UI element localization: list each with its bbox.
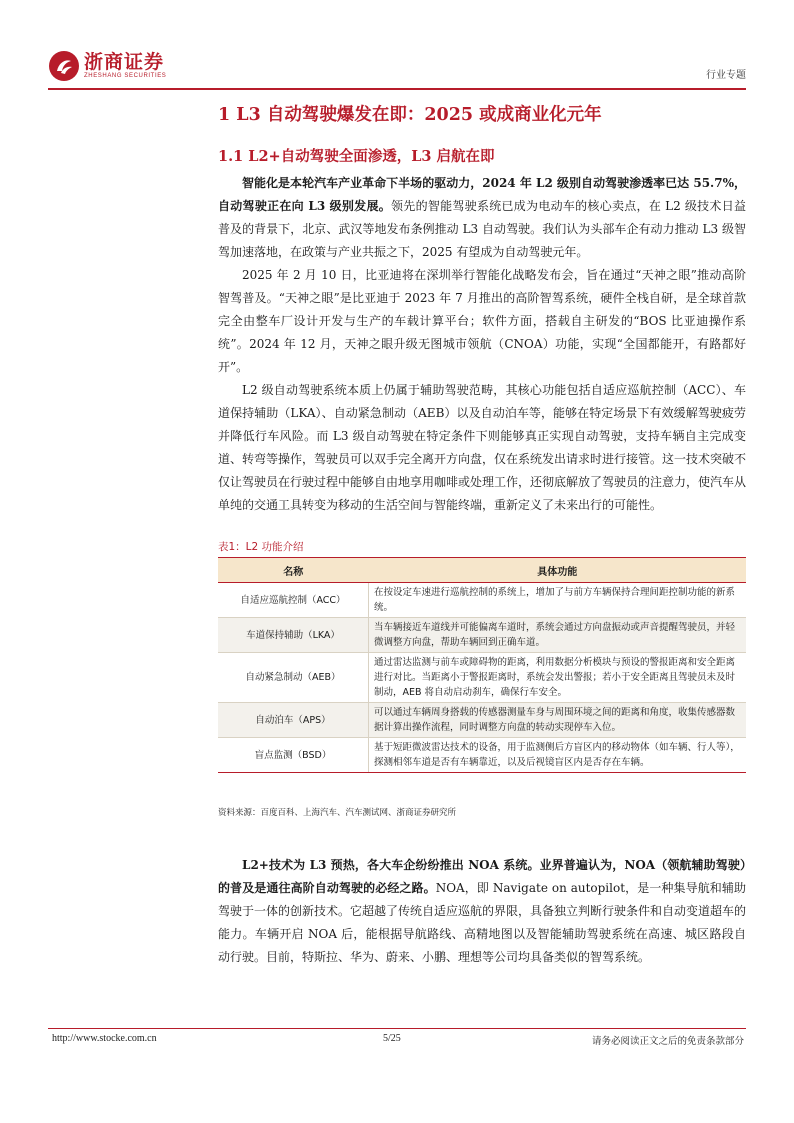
table-row — [218, 653, 746, 703]
document-type: 行业专题 — [706, 70, 746, 81]
paragraph-4 — [218, 854, 746, 969]
table-row — [218, 618, 746, 653]
table-header-name: 名称 — [218, 558, 369, 583]
footer-divider — [48, 1028, 746, 1029]
table-cell-name: 自动泊车（APS） — [218, 703, 369, 738]
brand-logo — [48, 50, 166, 82]
table-cell-name: 自适应巡航控制（ACC） — [218, 583, 369, 618]
table-cell-function: 可以通过车辆周身搭载的传感器测量车身与周围环境之间的距离和角度，收集传感器数据计算出操作流程，同时调整方向盘的转动实现停车入位。 — [369, 703, 747, 738]
table-cell-function: 基于短距微波雷达技术的设备，用于监测侧后方盲区内的移动物体（如车辆、行人等），探测相邻车道是否有车辆靠近，以及后视镜盲区内是否存在车辆。 — [369, 738, 747, 773]
page-number: 5/25 — [383, 1033, 401, 1044]
subsection-heading: 1.1 L2+自动驾驶全面渗透，L3 启航在即 — [218, 148, 495, 165]
paragraph-1 — [218, 172, 746, 264]
paragraph-1-lead: 智能化是本轮汽车产业革命下半场的驱动力，2024 年 L2 级别自动驾驶渗透率已达 55.7%，自动驾驶正在向 L3 级别发展。 — [218, 176, 746, 213]
footer-disclaimer: 请务必阅读正文之后的免责条款部分 — [591, 1036, 744, 1047]
table-row — [218, 738, 746, 773]
table-header-function: 具体功能 — [369, 558, 747, 583]
paragraph-1-body: 领先的智能驾驶系统已成为电动车的核心卖点，在 L2 级技术日益普及的背景下，北京、武汉等地发布条例推动 L3 自动驾驶。我们认为头部车企有动力推动 L3 级智驾加速落地，在政策与产业共振之下，2025 有望成为自动驾驶元年。 — [218, 199, 746, 259]
footer-website-link[interactable]: http://www.stocke.com.cn — [52, 1033, 157, 1044]
table-cell-function: 通过雷达监测与前车或障碍物的距离，利用数据分析模块与预设的警报距离和安全距离进行对比。当距离小于警报距离时，系统会发出警报；若小于安全距离且驾驶员未及时制动，AEB 将自动启动刹车，确保行车安全。 — [369, 653, 747, 703]
paragraph-4-body: NOA，即 Navigate on autopilot，是一种集导航和辅助驾驶于一体的创新技术。它超越了传统自适应巡航的界限，具备独立判断行驶条件和自动变道超车的能力。车辆开启 NOA 后，能根据导航路线、高精地图以及智能辅助驾驶系统在高速、城区路段自动行驶。目前，特斯拉、华为、蔚来、小鹏、理想等公司均具备类似的智驾系统。 — [218, 881, 747, 964]
table-source: 资料来源：百度百科、上海汽车、汽车测试网、浙商证券研究所 — [218, 808, 457, 818]
paragraph-2: 2025 年 2 月 10 日，比亚迪将在深圳举行智能化战略发布会，旨在通过“天神之眼”推动高阶智驾普及。“天神之眼”是比亚迪于 2023 年 7 月推出的高阶智驾系统，硬件全栈自研，是全球首款完全由整车厂设计开发与生产的车载计算平台；软件方面，搭载自主研发的“BOS 比亚迪操作系统”。2024 年 12 月，天神之眼升级无图城市领航（CNOA）功能，实现“全国都能开，有路都好开”。 — [218, 268, 746, 374]
page-header — [48, 50, 746, 90]
l2-function-table — [218, 558, 746, 773]
table-row — [218, 703, 746, 738]
table-cell-name: 自动紧急制动（AEB） — [218, 653, 369, 703]
table-cell-name: 盲点监测（BSD） — [218, 738, 369, 773]
brand-name-en: ZHESHANG SECURITIES — [84, 73, 167, 79]
header-divider — [48, 88, 746, 90]
table-cell-name: 车道保持辅助（LKA） — [218, 618, 369, 653]
table-cell-function: 当车辆接近车道线并可能偏离车道时，系统会通过方向盘振动或声音提醒驾驶员，并轻微调整方向盘，帮助车辆回到正确车道。 — [369, 618, 747, 653]
section-heading: 1 L3 自动驾驶爆发在即：2025 或成商业化元年 — [218, 105, 602, 125]
table-title: 表1：L2 功能介绍 — [218, 541, 304, 553]
paragraph-3: L2 级自动驾驶系统本质上仍属于辅助驾驶范畴，其核心功能包括自适应巡航控制（ACC）、车道保持辅助（LKA）、自动紧急制动（AEB）以及自动泊车等，能够在特定场景下有效缓解驾驶疲劳并降低行车风险。而 L3 级自动驾驶在特定条件下则能够真正实现自动驾驶，支持车辆自主完成变道、转弯等操作，驾驶员可以双手完全离开方向盘，仅在系统发出请求时进行接管。这一技术突破不仅让驾驶员在行驶过程中能够自由地享用咖啡或处理工作，还彻底解放了驾驶员的注意力，使汽车从单纯的交通工具转变为移动的生活空间与智能终端，重新定义了未来出行的可能性。 — [218, 383, 747, 512]
table-row — [218, 583, 746, 618]
table-cell-function: 在按设定车速进行巡航控制的系统上，增加了与前方车辆保持合理间距控制功能的新系统。 — [369, 583, 747, 618]
paragraph-4-lead: L2+技术为 L3 预热，各大车企纷纷推出 NOA 系统。业界普遍认为，NOA（领航辅助驾驶）的普及是通往高阶自动驾驶的必经之路。 — [218, 858, 746, 895]
brand-name-cn: 浙商证券 — [84, 51, 165, 73]
brand-logo-icon — [48, 50, 80, 82]
table-header-row — [218, 558, 746, 583]
